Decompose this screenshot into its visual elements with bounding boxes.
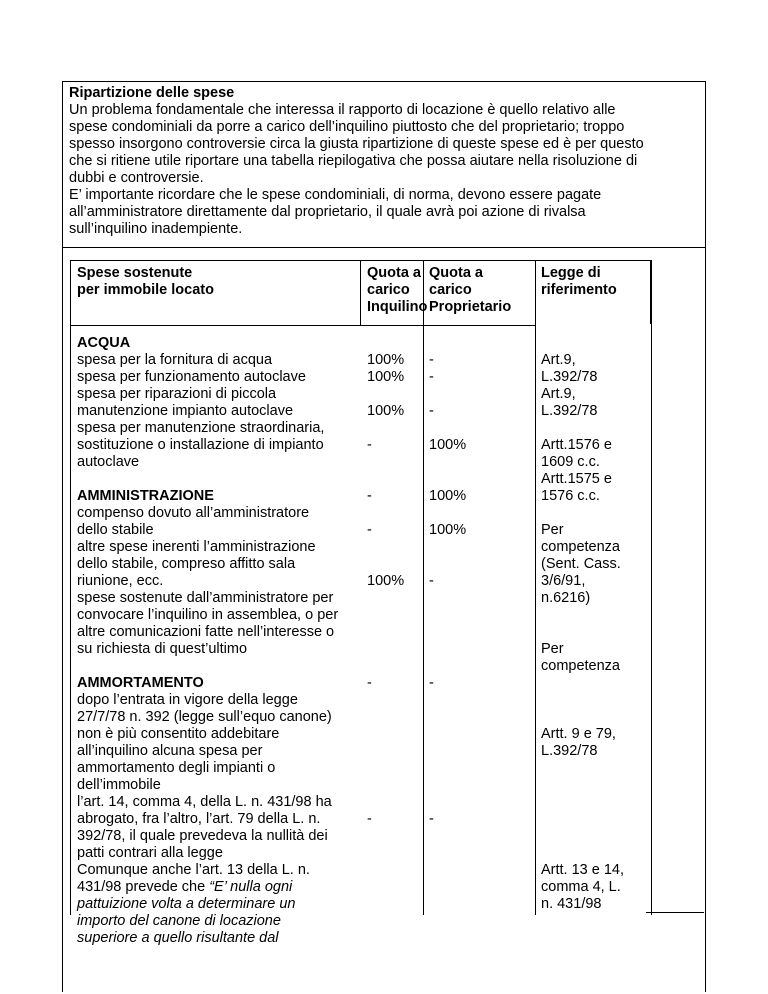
- bottom-edge: [646, 912, 704, 913]
- expense-line: pattuizione volta a determinare un: [77, 896, 296, 912]
- law-reference-value: competenza: [541, 658, 620, 674]
- law-reference-value: competenza: [541, 539, 620, 555]
- section-heading: AMMINISTRAZIONE: [77, 488, 214, 504]
- intro-line: spese condominiali da porre a carico dell’inquilino piuttosto che del proprietario; troppo: [69, 119, 625, 135]
- expense-line: 392/78, il quale prevedeva la nullità dei: [77, 828, 328, 844]
- header-line: Quota a: [367, 265, 421, 281]
- header-expenses: [77, 265, 214, 299]
- law-reference-value: Artt.1575 e: [541, 471, 612, 487]
- law-reference-value: Per: [541, 522, 564, 538]
- expense-line: importo del canone di locazione: [77, 913, 281, 929]
- tenant-share-value: 100%: [367, 573, 405, 589]
- law-reference-value: (Sent. Cass.: [541, 556, 621, 572]
- expense-line: Comunque anche l’art. 13 della L. n.: [77, 862, 310, 878]
- column-spacer: [360, 325, 361, 915]
- expense-line: riunione, ecc.: [77, 573, 164, 589]
- expense-line: dello stabile: [77, 522, 154, 538]
- law-reference-value: 1576 c.c.: [541, 488, 600, 504]
- tenant-share-value: 100%: [367, 369, 405, 385]
- expense-line: all’inquilino alcuna spesa per: [77, 743, 263, 759]
- tenant-share-value: 100%: [367, 352, 405, 368]
- expense-line: spesa per riparazioni di piccola: [77, 386, 277, 402]
- header-line: carico: [367, 282, 410, 298]
- tenant-share-value: -: [367, 437, 372, 453]
- intro-line: E’ importante ricordare che le spese condominiali, di norma, devono essere pagate: [69, 187, 602, 203]
- intro-title: Ripartizione delle spese: [69, 85, 235, 101]
- owner-share-value: -: [429, 811, 434, 827]
- header-tenant-share: [367, 265, 427, 316]
- intro-line: dubbi e controversie.: [69, 170, 204, 186]
- law-reference-value: Artt. 9 e 79,: [541, 726, 616, 742]
- header-line: Quota a: [429, 265, 483, 281]
- owner-share-value: -: [429, 403, 434, 419]
- expenses-table: [70, 260, 652, 946]
- expense-line: dello stabile, compreso affitto sala: [77, 556, 296, 572]
- header-law-reference: [541, 265, 617, 299]
- intro-line: all’amministratore direttamente dal proprietario, il quale avrà poi azione di rivalsa: [69, 204, 586, 220]
- law-reference-value: Per: [541, 641, 564, 657]
- law-reference-value: L.392/78: [541, 403, 598, 419]
- header-owner-share: [429, 265, 511, 316]
- tenant-share-value: -: [367, 811, 372, 827]
- law-reference-value: Artt. 13 e 14,: [541, 862, 625, 878]
- header-line: per immobile locato: [77, 282, 214, 298]
- expense-line: altre comunicazioni fatte nell’interesse o: [77, 624, 335, 640]
- column-divider: [423, 261, 424, 915]
- section-heading: ACQUA: [77, 335, 131, 351]
- expense-line: 27/7/78 n. 392 (legge sull’equo canone): [77, 709, 332, 725]
- expense-line: spesa per manutenzione straordinaria,: [77, 420, 325, 436]
- intro-line: spesso insorgono controversie circa la giusta ripartizione di queste spese ed è per questo: [69, 136, 644, 152]
- owner-share-value: 100%: [429, 522, 467, 538]
- intro-line: Un problema fondamentale che interessa il rapporto di locazione è quello relativo alle: [69, 102, 616, 118]
- expense-line: patti contrari alla legge: [77, 845, 223, 861]
- section-heading: AMMORTAMENTO: [77, 675, 204, 691]
- intro-line: sull’inquilino inadempiente.: [69, 221, 243, 237]
- law-reference-value: L.392/78: [541, 743, 598, 759]
- expense-line: spesa per funzionamento autoclave: [77, 369, 306, 385]
- tenant-share-value: -: [367, 675, 372, 691]
- law-reference-value: Artt.1576 e: [541, 437, 612, 453]
- law-reference-value: n.6216): [541, 590, 591, 606]
- header-line: Spese sostenute: [77, 265, 193, 281]
- owner-share-value: 100%: [429, 437, 467, 453]
- law-reference-value: n. 431/98: [541, 896, 602, 912]
- intro-line: che si ritiene utile riportare una tabella riepilogativa che possa aiutare nella risoluzione di: [69, 153, 638, 169]
- column-divider: [360, 261, 361, 325]
- law-reference-value: Art.9,: [541, 386, 576, 402]
- owner-share-value: -: [429, 573, 434, 589]
- intro-section: [63, 82, 705, 248]
- expense-line: abrogato, fra l’altro, l’art. 79 della L. n.: [77, 811, 321, 827]
- expense-line: sostituzione o installazione di impianto: [77, 437, 324, 453]
- column-divider: [535, 261, 536, 915]
- header-line: Legge di: [541, 265, 601, 281]
- expense-line: non è più consentito addebitare: [77, 726, 280, 742]
- expense-line: manutenzione impianto autoclave: [77, 403, 294, 419]
- expense-line: spese sostenute dall’amministratore per: [77, 590, 334, 606]
- expense-line: spesa per la fornitura di acqua: [77, 352, 273, 368]
- header-line: carico: [429, 282, 472, 298]
- intro-text: [69, 85, 699, 238]
- owner-share-value: -: [429, 675, 434, 691]
- expense-line: 431/98 prevede che “E’ nulla ogni: [77, 879, 293, 895]
- expense-line: ammortamento degli impianti o: [77, 760, 276, 776]
- expense-line: autoclave: [77, 454, 140, 470]
- owner-share-value: -: [429, 369, 434, 385]
- expense-line: convocare l’inquilino in assemblea, o per: [77, 607, 339, 623]
- expense-line: compenso dovuto all’amministratore: [77, 505, 310, 521]
- header-divider: [71, 325, 535, 326]
- header-line: riferimento: [541, 282, 617, 298]
- tenant-share-value: 100%: [367, 403, 405, 419]
- law-reference-value: 1609 c.c.: [541, 454, 600, 470]
- header-line: Inquilino: [367, 299, 428, 315]
- tenant-share-value: -: [367, 522, 372, 538]
- tenant-share-value: -: [367, 488, 372, 504]
- expense-line: su richiesta di quest’ultimo: [77, 641, 248, 657]
- owner-share-value: 100%: [429, 488, 467, 504]
- law-reference-value: 3/6/91,: [541, 573, 586, 589]
- expense-line: dopo l’entrata in vigore della legge: [77, 692, 298, 708]
- owner-share-value: -: [429, 352, 434, 368]
- law-reference-value: L.392/78: [541, 369, 598, 385]
- expense-line: dell’immobile: [77, 777, 161, 793]
- law-reference-value: comma 4, L.: [541, 879, 621, 895]
- expense-line: l’art. 14, comma 4, della L. n. 431/98 ha: [77, 794, 332, 810]
- expense-line: superiore a quello risultante dal: [77, 930, 279, 946]
- law-reference-value: Art.9,: [541, 352, 576, 368]
- expense-line: altre spese inerenti l’amministrazione: [77, 539, 316, 555]
- header-line: Proprietario: [429, 299, 512, 315]
